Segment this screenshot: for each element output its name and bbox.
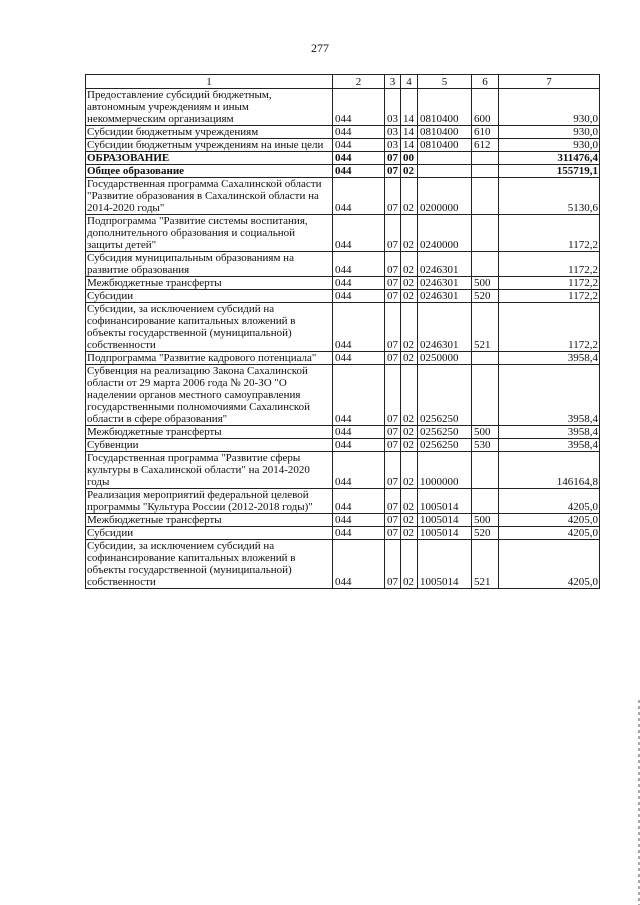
row-amount: 3958,4 bbox=[499, 352, 600, 365]
table-row bbox=[86, 352, 600, 365]
row-subsection: 02 bbox=[401, 215, 418, 252]
row-type bbox=[472, 215, 499, 252]
row-amount: 3958,4 bbox=[499, 426, 600, 439]
row-amount: 1172,2 bbox=[499, 290, 600, 303]
row-type: 520 bbox=[472, 527, 499, 540]
row-section: 07 bbox=[385, 215, 401, 252]
row-target: 1000000 bbox=[418, 452, 472, 489]
row-section: 07 bbox=[385, 352, 401, 365]
row-subsection: 02 bbox=[401, 303, 418, 352]
row-subsection: 02 bbox=[401, 527, 418, 540]
page-number: 277 bbox=[311, 41, 329, 55]
table-row bbox=[86, 439, 600, 452]
table-row bbox=[86, 165, 600, 178]
row-type: 521 bbox=[472, 540, 499, 589]
row-target: 0256250 bbox=[418, 426, 472, 439]
row-name: ОБРАЗОВАНИЕ bbox=[86, 152, 333, 165]
row-section: 07 bbox=[385, 426, 401, 439]
row-subsection: 02 bbox=[401, 365, 418, 426]
row-subsection: 02 bbox=[401, 290, 418, 303]
row-code: 044 bbox=[333, 514, 385, 527]
column-header-code: 2 bbox=[333, 75, 385, 89]
row-code: 044 bbox=[333, 139, 385, 152]
row-code: 044 bbox=[333, 89, 385, 126]
row-section: 07 bbox=[385, 152, 401, 165]
row-amount: 3958,4 bbox=[499, 365, 600, 426]
row-section: 07 bbox=[385, 165, 401, 178]
column-header-name: 1 bbox=[86, 75, 333, 89]
row-code: 044 bbox=[333, 352, 385, 365]
row-code: 044 bbox=[333, 527, 385, 540]
row-target: 0240000 bbox=[418, 215, 472, 252]
row-target: 1005014 bbox=[418, 527, 472, 540]
row-section: 03 bbox=[385, 89, 401, 126]
row-name: Субвенции bbox=[86, 439, 333, 452]
row-code: 044 bbox=[333, 489, 385, 514]
row-section: 07 bbox=[385, 252, 401, 277]
row-target bbox=[418, 165, 472, 178]
row-subsection: 02 bbox=[401, 439, 418, 452]
row-name: Субсидии bbox=[86, 527, 333, 540]
row-type: 610 bbox=[472, 126, 499, 139]
row-section: 07 bbox=[385, 452, 401, 489]
row-type: 612 bbox=[472, 139, 499, 152]
row-amount: 930,0 bbox=[499, 139, 600, 152]
row-amount: 146164,8 bbox=[499, 452, 600, 489]
row-target: 0256250 bbox=[418, 439, 472, 452]
row-subsection: 02 bbox=[401, 165, 418, 178]
column-header-type: 6 bbox=[472, 75, 499, 89]
table-row bbox=[86, 527, 600, 540]
row-type bbox=[472, 352, 499, 365]
table-body bbox=[86, 89, 600, 589]
row-type bbox=[472, 152, 499, 165]
row-code: 044 bbox=[333, 303, 385, 352]
row-subsection: 02 bbox=[401, 352, 418, 365]
row-code: 044 bbox=[333, 126, 385, 139]
table-row bbox=[86, 426, 600, 439]
row-amount: 1172,2 bbox=[499, 303, 600, 352]
row-name: Субвенция на реализацию Закона Сахалинской области от 29 марта 2006 года № 20-ЗО "О наделении органов местного самоуправления государственными полномочиями Сахалинской области в сфере образования" bbox=[86, 365, 333, 426]
row-section: 07 bbox=[385, 277, 401, 290]
row-code: 044 bbox=[333, 290, 385, 303]
table-row bbox=[86, 126, 600, 139]
row-target bbox=[418, 152, 472, 165]
table-row bbox=[86, 365, 600, 426]
row-subsection: 14 bbox=[401, 89, 418, 126]
row-section: 07 bbox=[385, 489, 401, 514]
table-row bbox=[86, 178, 600, 215]
table-row bbox=[86, 215, 600, 252]
row-target: 0246301 bbox=[418, 303, 472, 352]
row-name: Межбюджетные трансферты bbox=[86, 426, 333, 439]
row-code: 044 bbox=[333, 152, 385, 165]
table-header-row bbox=[86, 75, 600, 89]
row-target: 1005014 bbox=[418, 514, 472, 527]
column-header-target: 5 bbox=[418, 75, 472, 89]
row-type: 600 bbox=[472, 89, 499, 126]
row-subsection: 02 bbox=[401, 540, 418, 589]
row-amount: 5130,6 bbox=[499, 178, 600, 215]
row-code: 044 bbox=[333, 439, 385, 452]
row-name: Субсидии, за исключением субсидий на софинансирование капитальных вложений в объекты государственной (муниципальной) собственности bbox=[86, 303, 333, 352]
row-subsection: 14 bbox=[401, 126, 418, 139]
row-code: 044 bbox=[333, 365, 385, 426]
row-target: 0250000 bbox=[418, 352, 472, 365]
row-amount: 4205,0 bbox=[499, 540, 600, 589]
row-subsection: 02 bbox=[401, 426, 418, 439]
table-row bbox=[86, 152, 600, 165]
column-header-subsection: 4 bbox=[401, 75, 418, 89]
row-amount: 1172,2 bbox=[499, 277, 600, 290]
table-row bbox=[86, 540, 600, 589]
row-amount: 1172,2 bbox=[499, 252, 600, 277]
row-name: Государственная программа Сахалинской области "Развитие образования в Сахалинской области на 2014-2020 годы" bbox=[86, 178, 333, 215]
row-target: 1005014 bbox=[418, 489, 472, 514]
row-subsection: 02 bbox=[401, 452, 418, 489]
row-target: 0810400 bbox=[418, 89, 472, 126]
row-section: 07 bbox=[385, 290, 401, 303]
row-subsection: 02 bbox=[401, 489, 418, 514]
row-amount: 930,0 bbox=[499, 89, 600, 126]
row-amount: 1172,2 bbox=[499, 215, 600, 252]
row-code: 044 bbox=[333, 252, 385, 277]
row-section: 07 bbox=[385, 527, 401, 540]
row-target: 0200000 bbox=[418, 178, 472, 215]
row-target: 0246301 bbox=[418, 252, 472, 277]
row-name: Межбюджетные трансферты bbox=[86, 277, 333, 290]
row-amount: 4205,0 bbox=[499, 527, 600, 540]
row-amount: 155719,1 bbox=[499, 165, 600, 178]
row-target: 0810400 bbox=[418, 139, 472, 152]
table-row bbox=[86, 489, 600, 514]
row-target: 0246301 bbox=[418, 290, 472, 303]
row-type bbox=[472, 489, 499, 514]
row-amount: 4205,0 bbox=[499, 514, 600, 527]
row-amount: 930,0 bbox=[499, 126, 600, 139]
table-row bbox=[86, 452, 600, 489]
row-target: 0810400 bbox=[418, 126, 472, 139]
row-name: Субсидия муниципальным образованиям на развитие образования bbox=[86, 252, 333, 277]
table-row bbox=[86, 290, 600, 303]
row-type bbox=[472, 165, 499, 178]
column-header-amount: 7 bbox=[499, 75, 600, 89]
row-section: 07 bbox=[385, 514, 401, 527]
row-subsection: 02 bbox=[401, 178, 418, 215]
row-name: Предоставление субсидий бюджетным, автономным учреждениям и иным некоммерческим организациям bbox=[86, 89, 333, 126]
row-type: 521 bbox=[472, 303, 499, 352]
row-subsection: 02 bbox=[401, 252, 418, 277]
row-code: 044 bbox=[333, 178, 385, 215]
row-amount: 311476,4 bbox=[499, 152, 600, 165]
row-section: 07 bbox=[385, 178, 401, 215]
row-name: Общее образование bbox=[86, 165, 333, 178]
row-code: 044 bbox=[333, 426, 385, 439]
row-section: 07 bbox=[385, 365, 401, 426]
row-section: 07 bbox=[385, 439, 401, 452]
row-type: 500 bbox=[472, 514, 499, 527]
row-code: 044 bbox=[333, 540, 385, 589]
row-name: Реализация мероприятий федеральной целевой программы "Культура России (2012-2018 годы)" bbox=[86, 489, 333, 514]
table-row bbox=[86, 277, 600, 290]
row-name: Субсидии, за исключением субсидий на софинансирование капитальных вложений в объекты государственной (муниципальной) собственности bbox=[86, 540, 333, 589]
row-subsection: 02 bbox=[401, 514, 418, 527]
row-name: Подпрограмма "Развитие кадрового потенциала" bbox=[86, 352, 333, 365]
row-type bbox=[472, 365, 499, 426]
column-header-section: 3 bbox=[385, 75, 401, 89]
row-type: 500 bbox=[472, 426, 499, 439]
table-row bbox=[86, 303, 600, 352]
row-name: Субсидии бюджетным учреждениям bbox=[86, 126, 333, 139]
table-row bbox=[86, 252, 600, 277]
row-section: 07 bbox=[385, 303, 401, 352]
row-amount: 4205,0 bbox=[499, 489, 600, 514]
row-name: Подпрограмма "Развитие системы воспитания, дополнительного образования и социальной защиты детей" bbox=[86, 215, 333, 252]
row-code: 044 bbox=[333, 215, 385, 252]
row-target: 0256250 bbox=[418, 365, 472, 426]
row-section: 03 bbox=[385, 126, 401, 139]
budget-table bbox=[85, 74, 600, 589]
row-subsection: 02 bbox=[401, 277, 418, 290]
row-section: 07 bbox=[385, 540, 401, 589]
row-code: 044 bbox=[333, 165, 385, 178]
row-section: 03 bbox=[385, 139, 401, 152]
row-name: Субсидии bbox=[86, 290, 333, 303]
row-target: 1005014 bbox=[418, 540, 472, 589]
row-type: 500 bbox=[472, 277, 499, 290]
row-type: 520 bbox=[472, 290, 499, 303]
row-type bbox=[472, 178, 499, 215]
table-row bbox=[86, 139, 600, 152]
row-type bbox=[472, 452, 499, 489]
row-target: 0246301 bbox=[418, 277, 472, 290]
row-subsection: 00 bbox=[401, 152, 418, 165]
table-row bbox=[86, 89, 600, 126]
row-name: Межбюджетные трансферты bbox=[86, 514, 333, 527]
row-name: Субсидии бюджетным учреждениям на иные цели bbox=[86, 139, 333, 152]
row-type: 530 bbox=[472, 439, 499, 452]
row-code: 044 bbox=[333, 277, 385, 290]
row-subsection: 14 bbox=[401, 139, 418, 152]
row-amount: 3958,4 bbox=[499, 439, 600, 452]
row-type bbox=[472, 252, 499, 277]
row-name: Государственная программа "Развитие сферы культуры в Сахалинской области" на 2014-2020 годы bbox=[86, 452, 333, 489]
table-row bbox=[86, 514, 600, 527]
row-code: 044 bbox=[333, 452, 385, 489]
